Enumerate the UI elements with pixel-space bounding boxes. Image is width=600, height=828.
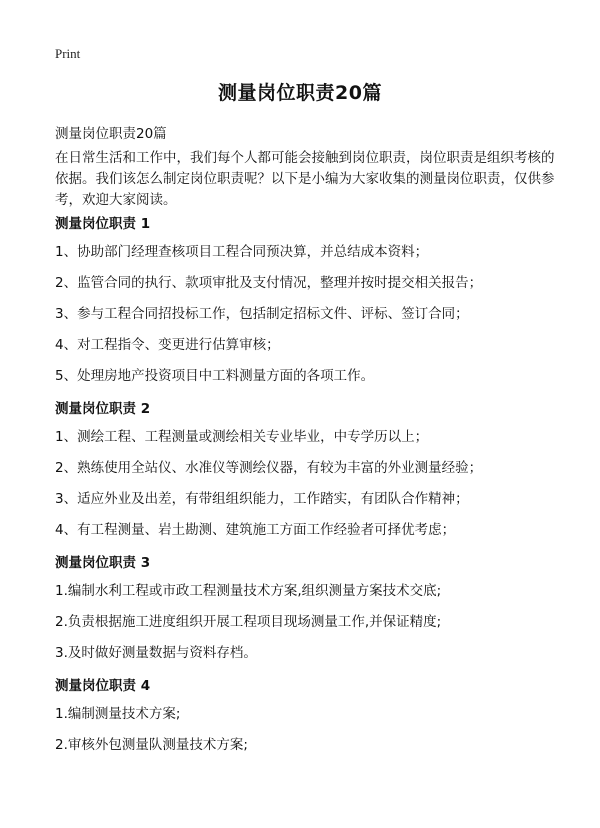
list-item: 1、测绘工程、工程测量或测绘相关专业毕业，中专学历以上； <box>55 429 429 445</box>
list-item: 4、有工程测量、岩土勘测、建筑施工方面工作经验者可择优考虑； <box>55 522 456 538</box>
list-item: 3、参与工程合同招投标工作，包括制定招标文件、评标、签订合同； <box>55 306 469 322</box>
list-item: 2.负责根据施工进度组织开展工程项目现场测量工作,并保证精度; <box>55 614 442 630</box>
intro-paragraph: 在日常生活和工作中，我们每个人都可能会接触到岗位职责，岗位职责是组织考核的依据。我们该怎么制定岗位职责呢？以下是小编为大家收集的测量岗位职责，仅供参考，欢迎大家阅读。 <box>55 150 555 208</box>
section-heading: 测量岗位职责 1 <box>55 216 151 232</box>
list-item: 2、熟练使用全站仪、水准仪等测绘仪器，有较为丰富的外业测量经验； <box>55 460 483 476</box>
print-label: Print <box>55 46 81 61</box>
list-item: 1、协助部门经理查核项目工程合同预决算，并总结成本资料； <box>55 244 429 260</box>
list-item: 3、适应外业及出差，有带组组织能力，工作踏实，有团队合作精神； <box>55 491 469 507</box>
section-heading: 测量岗位职责 4 <box>55 678 151 694</box>
document-subtitle: 测量岗位职责20篇 <box>55 126 167 142</box>
document-content <box>55 212 555 766</box>
section-4 <box>55 674 555 755</box>
list-item: 2、监管合同的执行、款项审批及支付情况，整理并按时提交相关报告； <box>55 275 483 291</box>
section-heading: 测量岗位职责 2 <box>55 401 151 417</box>
section-2 <box>55 397 555 540</box>
document-title: 测量岗位职责20篇 <box>218 82 382 104</box>
section-heading: 测量岗位职责 3 <box>55 555 151 571</box>
list-item: 1.编制测量技术方案; <box>55 706 181 722</box>
list-item: 5、处理房地产投资项目中工料测量方面的各项工作。 <box>55 368 375 384</box>
section-1 <box>55 212 555 386</box>
list-item: 1.编制水利工程或市政工程测量技术方案,组织测量方案技术交底; <box>55 583 442 599</box>
list-item: 4、对工程指令、变更进行估算审核； <box>55 337 280 353</box>
section-3 <box>55 551 555 663</box>
list-item: 3.及时做好测量数据与资料存档。 <box>55 645 257 661</box>
list-item: 2.审核外包测量队测量技术方案; <box>55 737 248 753</box>
